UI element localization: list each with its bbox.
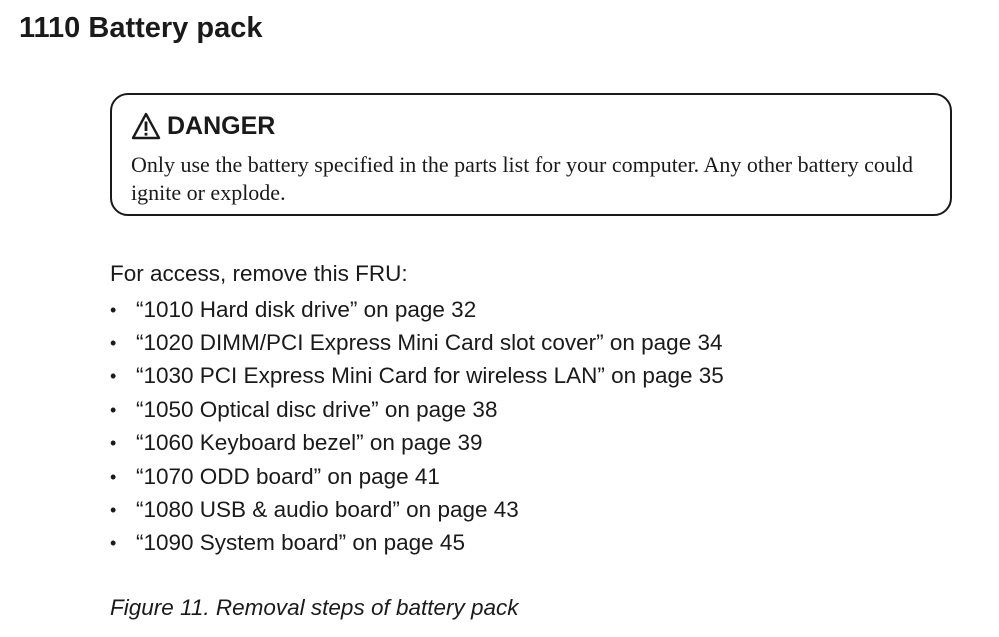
list-item [110,393,724,426]
danger-notice-box [110,93,952,216]
list-item [110,493,724,526]
fru-link[interactable]: “1070 ODD board” on page 41 [136,463,440,489]
fru-link[interactable]: “1080 USB & audio board” on page 43 [136,497,519,523]
fru-list [110,293,724,560]
list-item [110,326,724,359]
page-title: 1110 Battery pack [19,12,263,44]
fru-link[interactable]: “1030 PCI Express Mini Card for wireless LAN” on page 35 [136,363,724,389]
list-item [110,293,724,326]
fru-link[interactable]: “1010 Hard disk drive” on page 32 [136,296,477,322]
bullet: • [110,399,117,420]
list-item [110,460,724,493]
list-item [110,427,724,460]
bullet: • [110,433,117,454]
fru-link[interactable]: “1050 Optical disc drive” on page 38 [136,396,498,422]
danger-label: DANGER [167,112,276,140]
access-intro: For access, remove this FRU: [110,261,408,286]
warning-triangle-icon [131,112,161,140]
fru-link[interactable]: “1090 System board” on page 45 [136,530,465,556]
fru-link[interactable]: “1060 Keyboard bezel” on page 39 [136,430,483,456]
bullet: • [110,533,117,554]
list-item [110,527,724,560]
bullet: • [110,366,117,387]
figure-caption: Figure 11. Removal steps of battery pack [110,595,519,620]
bullet: • [110,333,117,354]
danger-text: Only use the battery specified in the parts list for your computer. Any other battery could ignite or explode. [131,152,914,205]
bullet: • [110,299,117,320]
bullet: • [110,500,117,521]
fru-link[interactable]: “1020 DIMM/PCI Express Mini Card slot cover” on page 34 [136,330,723,356]
bullet: • [110,466,117,487]
list-item [110,360,724,393]
danger-header [131,111,275,141]
